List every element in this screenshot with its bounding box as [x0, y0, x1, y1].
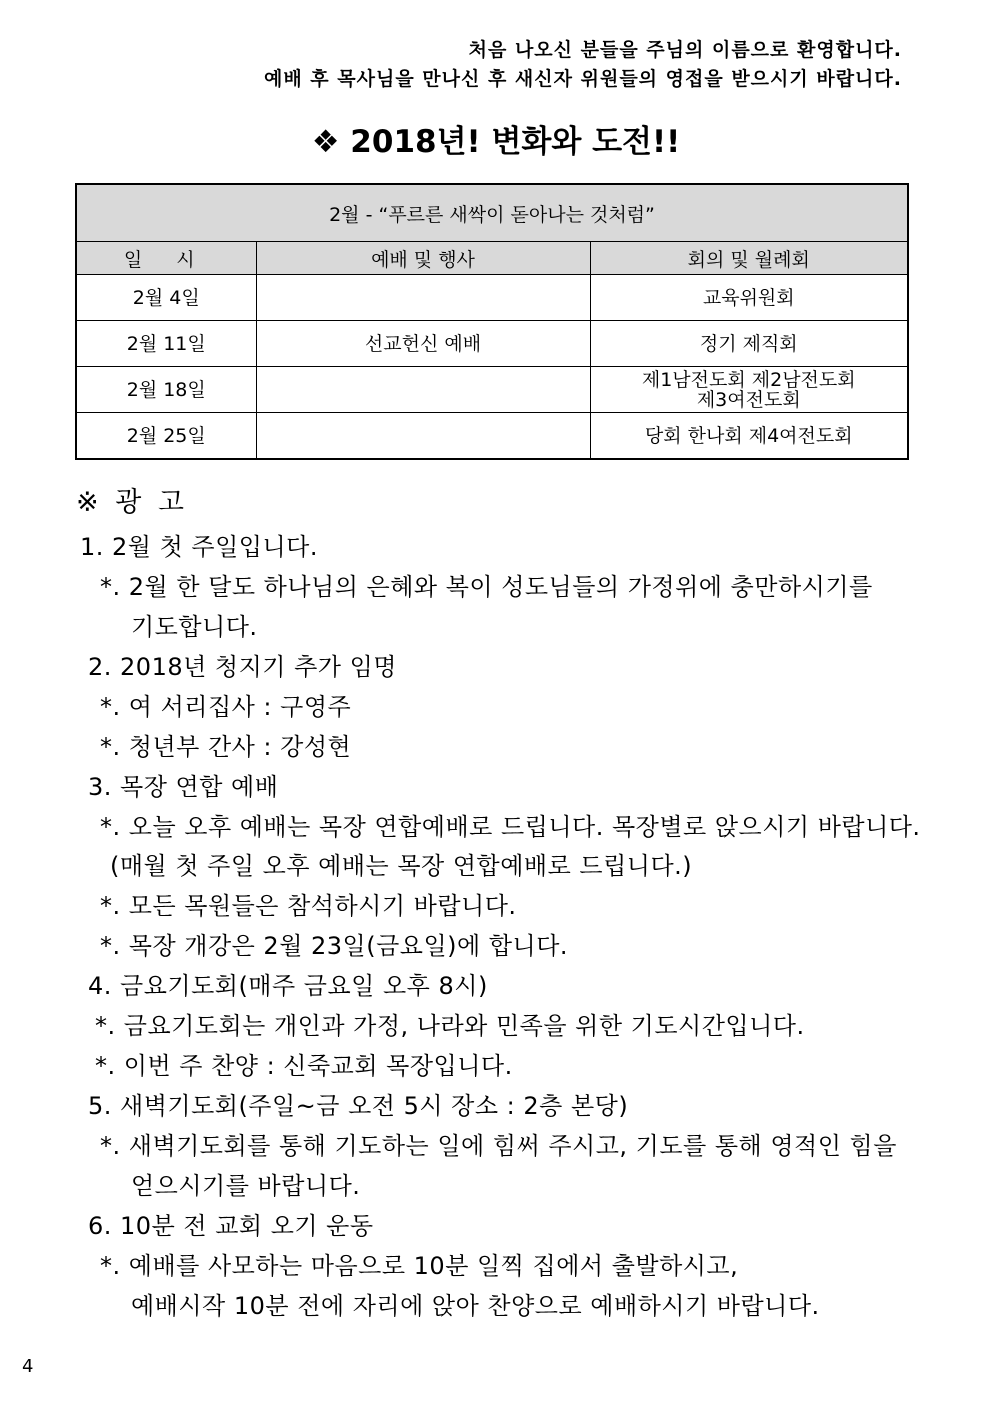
announcement-item: *. 청년부 간사 : 강성현 [100, 733, 352, 761]
row-meeting: 교육위원회 [590, 275, 908, 321]
announcement-item: *. 목장 개강은 2월 23일(금요일)에 합니다. [100, 932, 569, 960]
announcement-item: *. 여 서리집사 : 구영주 [100, 693, 352, 721]
welcome-message [264, 36, 902, 94]
row-event [256, 367, 590, 413]
table-row [76, 275, 908, 321]
announcement-heading: 5. 새벽기도회(주일~금 오전 5시 장소 : 2층 본당) [88, 1092, 629, 1120]
monthly-schedule-table [75, 183, 909, 460]
row-date: 2월 18일 [76, 367, 256, 413]
announcement-heading: 2. 2018년 청지기 추가 임명 [88, 653, 397, 681]
header-event: 예배 및 행사 [256, 242, 590, 275]
row-date: 2월 25일 [76, 413, 256, 460]
announcement-item: *. 이번 주 찬양 : 신죽교회 목장입니다. [95, 1052, 513, 1080]
header-meeting: 회의 및 월례회 [590, 242, 908, 275]
announcement-item: (매월 첫 주일 오후 예배는 목장 연합예배로 드립니다.) [110, 852, 693, 880]
row-date: 2월 11일 [76, 321, 256, 367]
row-meeting: 제1남전도회 제2남전도회 제3여전도회 [590, 367, 908, 413]
row-event [256, 275, 590, 321]
announcement-item: *. 모든 목원들은 참석하시기 바랍니다. [100, 892, 517, 920]
row-event [256, 413, 590, 460]
announcement-item: *. 예배를 사모하는 마음으로 10분 일찍 집에서 출발하시고, [100, 1252, 739, 1280]
row-meeting: 당회 한나회 제4여전도회 [590, 413, 908, 460]
announcement-heading: 3. 목장 연합 예배 [88, 773, 279, 801]
announcement-item: 예배시작 10분 전에 자리에 앉아 찬양으로 예배하시기 바랍니다. [131, 1292, 820, 1320]
table-row [76, 413, 908, 460]
announcement-heading: 6. 10분 전 교회 오기 운동 [88, 1212, 374, 1240]
welcome-line: 처음 나오신 분들을 주님의 이름으로 환영합니다. [468, 39, 902, 61]
announcements-title: ※ 광 고 [76, 487, 188, 518]
page-number: 4 [22, 1356, 34, 1377]
announcement-item: *. 새벽기도회를 통해 기도하는 일에 힘써 주시고, 기도를 통해 영적인 힘을 [100, 1132, 897, 1160]
header-date: 일 시 [76, 242, 256, 275]
table-row [76, 367, 908, 413]
announcement-heading: 1. 2월 첫 주일입니다. [80, 533, 318, 561]
row-meeting: 정기 제직회 [590, 321, 908, 367]
table-row [76, 321, 908, 367]
page-title: ❖ 2018년! 변화와 도전!! [311, 124, 681, 160]
announcement-item: *. 2월 한 달도 하나님의 은혜와 복이 성도님들의 가정위에 충만하시기를 [100, 573, 873, 601]
row-date: 2월 4일 [76, 275, 256, 321]
row-event: 선교헌신 예배 [256, 321, 590, 367]
table-header-row [76, 242, 908, 275]
month-title: 2월 - “푸르른 새싹이 돋아나는 것처럼” [76, 184, 908, 242]
announcement-item: 기도합니다. [131, 613, 258, 641]
announcement-heading: 4. 금요기도회(매주 금요일 오후 8시) [88, 972, 488, 1000]
announcement-item: 얻으시기를 바랍니다. [131, 1172, 361, 1200]
welcome-line: 예배 후 목사님을 만나신 후 새신자 위원들의 영접을 받으시기 바랍니다. [263, 68, 902, 90]
announcement-item: *. 금요기도회는 개인과 가정, 나라와 민족을 위한 기도시간입니다. [95, 1012, 805, 1040]
announcement-item: *. 오늘 오후 예배는 목장 연합예배로 드립니다. 목장별로 앉으시기 바랍니다. [100, 813, 921, 841]
month-title-row [76, 184, 908, 242]
